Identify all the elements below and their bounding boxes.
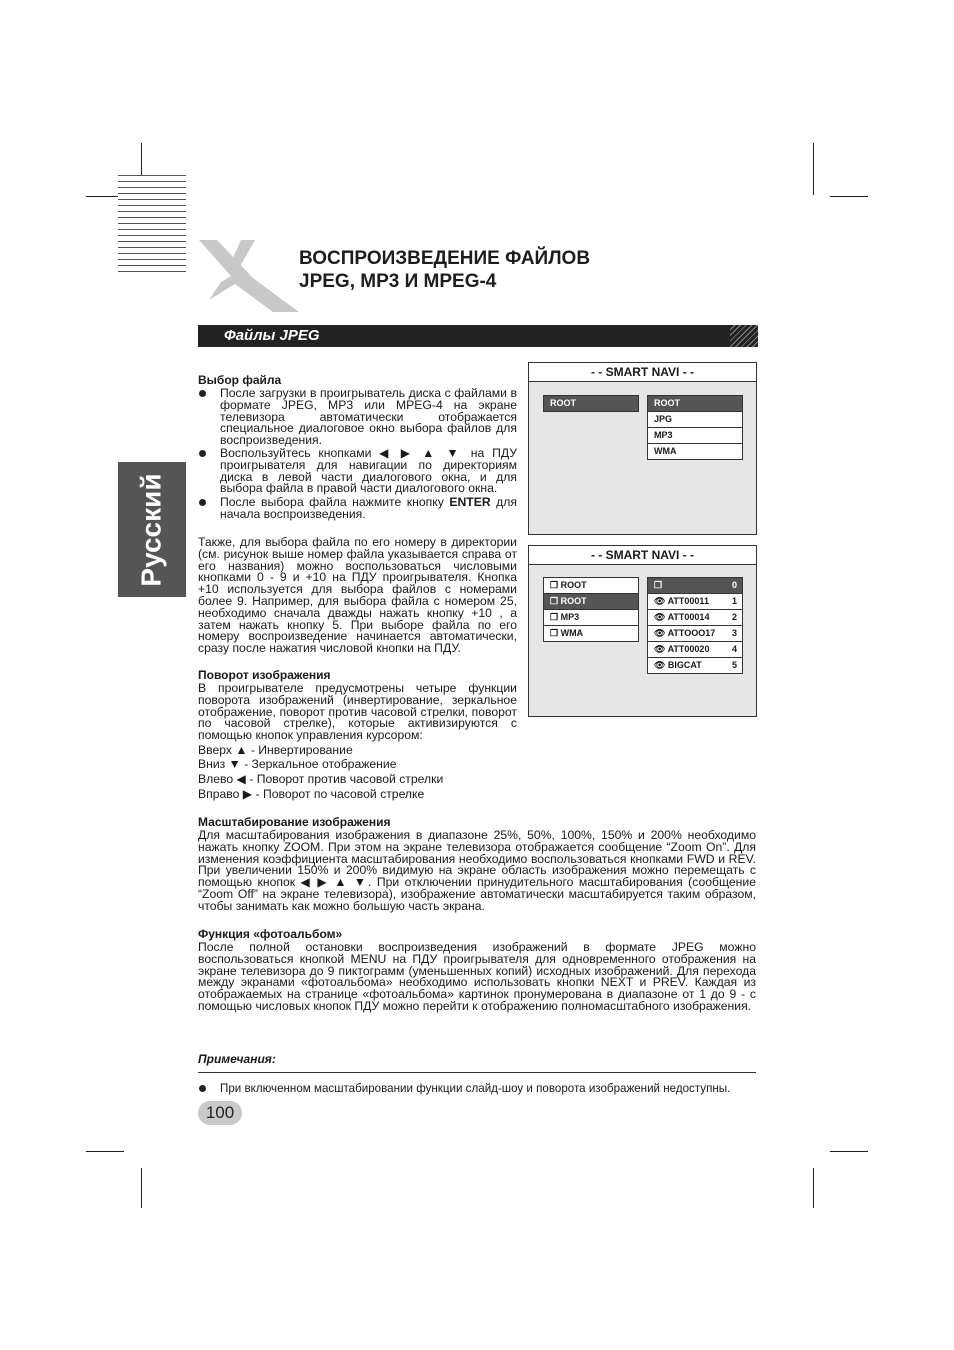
select-file-paragraph: Также, для выбора файла по его номеру в директории (см. рисунок выше номер файла указывается справа от его названия) можно воспользоваться числовыми кнопками 0 - 9 и +10 на ПДУ проигрывателя. Кнопка +10 используется для выбора файлов с номерами более 9. Например, для выбора файла с номером 25, необходимо сначала дважды нажать кнопку +10 , а затем нажать кнопку 5. При выборе файла по его номеру воспроизведение начинается автоматически, сразу после нажатия числовой кнопки на ПДУ. bbox=[198, 535, 517, 656]
rotate-up: Вверх ▲ - Инвертирование bbox=[198, 743, 353, 757]
rotate-paragraph: В проигрывателе предусмотрены четыре функции поворота изображений (инвертирование, зеркальное отображение, поворот против часовой стрелки, поворот по часовой стрелке), которые активизируются с помощью кнопок управления курсором: bbox=[198, 681, 517, 743]
page-title: ВОСПРОИЗВЕДЕНИЕ ФАЙЛОВ JPEG, MP3 И MPEG-4 bbox=[299, 248, 591, 292]
select-file-bullet-1: После загрузки в проигрыватель диска с файлами в формате JPEG, MP3 или MPEG-4 на экране телевизора автоматически отображается специальное диалоговое окно выбора файлов для воспроизведения. bbox=[220, 386, 517, 448]
crop-mark bbox=[830, 1151, 868, 1152]
crop-mark bbox=[86, 1151, 124, 1152]
file-list bbox=[647, 395, 743, 460]
bullet-icon bbox=[199, 390, 206, 397]
list-item[interactable]: MP3 bbox=[648, 428, 742, 444]
list-item[interactable]: ❐ WMA bbox=[550, 628, 584, 638]
x-logo-icon bbox=[195, 238, 305, 314]
bullet-icon bbox=[199, 1085, 206, 1092]
album-heading: Функция «фотоальбом» bbox=[198, 927, 343, 941]
section-header: Файлы JPEG bbox=[198, 325, 758, 347]
zoom-paragraph: Для масштабирования изображения в диапазоне 25%, 50%, 100%, 150% и 200% необходимо нажать кнопку ZOOM. При этом на экране телевизора отображается сообщение “Zoom On”. Для изменения коэффициента масштабирования необходимо воспользоваться кнопками FWD и REV. При увеличении 150% и 200% видимую на экране область изображения можно перемещать с помощью кнопок ◀ ▶ ▲ ▼. При отключении принудительного масштабирования (сообщение “Zoom Off” на экране телевизора), изображение автоматически масштабируется таким образом, чтобы занимать как можно большую часть экрана. bbox=[198, 828, 756, 913]
list-item[interactable]: ❐ ROOT bbox=[544, 578, 638, 594]
directory-list bbox=[543, 577, 639, 642]
panel-title: - - SMART NAVI - - bbox=[529, 363, 756, 382]
smart-navi-panel-2 bbox=[528, 545, 757, 717]
notes-heading: Примечания: bbox=[198, 1052, 276, 1066]
bullet-icon bbox=[199, 450, 206, 457]
select-file-bullet-3: После выбора файла нажмите кнопку ENTER для начала воспроизведения. bbox=[220, 495, 517, 521]
list-item[interactable]: 👁 ATT00011 1 bbox=[648, 594, 742, 610]
list-item[interactable]: 👁 ATT00020 4 bbox=[648, 642, 742, 658]
rotate-heading: Поворот изображения bbox=[198, 668, 331, 682]
rotate-down: Вниз ▼ - Зеркальное отображение bbox=[198, 757, 397, 771]
select-file-bullet-2: Воспользуйтесь кнопками ◀ ▶ ▲ ▼ на ПДУ проигрывателя для навигации по директориям диска в левой части диалогового окна, и для выбора файла в правой части диалогового окна. bbox=[220, 446, 517, 496]
note-item: При включенном масштабировании функции слайд-шоу и поворота изображений недоступны. bbox=[220, 1082, 731, 1095]
select-file-heading: Выбор файла bbox=[198, 373, 282, 387]
album-paragraph: После полной остановки воспроизведения изображений в формате JPEG можно воспользоваться кнопкой MENU на ПДУ проигрывателя для одновременного отображения на экране телевизора до 9 пиктограмм (уменьшенных копий) исходных изображений. Для перехода между экранами «фотоальбома» необходимо использовать кнопки NEXT и PREV. Каждая из отображаемых на странице «фотоальбома» картинок пронумерована в диапазоне от 1 до 9 - с помощью числовых кнопок ПДУ можно перейти к отображению полномасштабного изображения. bbox=[198, 940, 756, 1013]
zoom-heading: Масштабирование изображения bbox=[198, 815, 391, 829]
bullet-icon bbox=[199, 499, 206, 506]
list-item[interactable]: ❐ 0 bbox=[648, 578, 742, 594]
notes-divider bbox=[198, 1072, 756, 1073]
crop-mark bbox=[813, 143, 814, 195]
crop-mark bbox=[813, 1168, 814, 1208]
list-item[interactable]: ❐ MP3 bbox=[544, 610, 638, 626]
list-item[interactable]: 👁 BIGCAT 5 bbox=[654, 660, 737, 670]
directory-list bbox=[543, 395, 639, 412]
rotate-right: Вправо ▶ - Поворот по часовой стрелке bbox=[198, 787, 425, 801]
crop-mark bbox=[141, 1168, 142, 1208]
file-list bbox=[647, 577, 743, 674]
decorative-stripes bbox=[118, 175, 186, 273]
list-item[interactable]: ❐ ROOT bbox=[544, 594, 638, 610]
list-item[interactable]: WMA bbox=[654, 446, 677, 456]
language-tab: Русский bbox=[118, 462, 186, 597]
list-item[interactable]: ROOT bbox=[648, 396, 742, 412]
list-item[interactable]: ROOT bbox=[544, 396, 638, 411]
page-number: 100 bbox=[198, 1101, 242, 1125]
list-item[interactable]: 👁 ATT00014 2 bbox=[648, 610, 742, 626]
rotate-left: Влево ◀ - Поворот против часовой стрелки bbox=[198, 772, 444, 786]
panel-title: - - SMART NAVI - - bbox=[529, 546, 756, 565]
crop-mark bbox=[830, 196, 868, 197]
list-item[interactable]: 👁 ATTOOO17 3 bbox=[648, 626, 742, 642]
list-item[interactable]: JPG bbox=[648, 412, 742, 428]
smart-navi-panel-1 bbox=[528, 362, 757, 535]
